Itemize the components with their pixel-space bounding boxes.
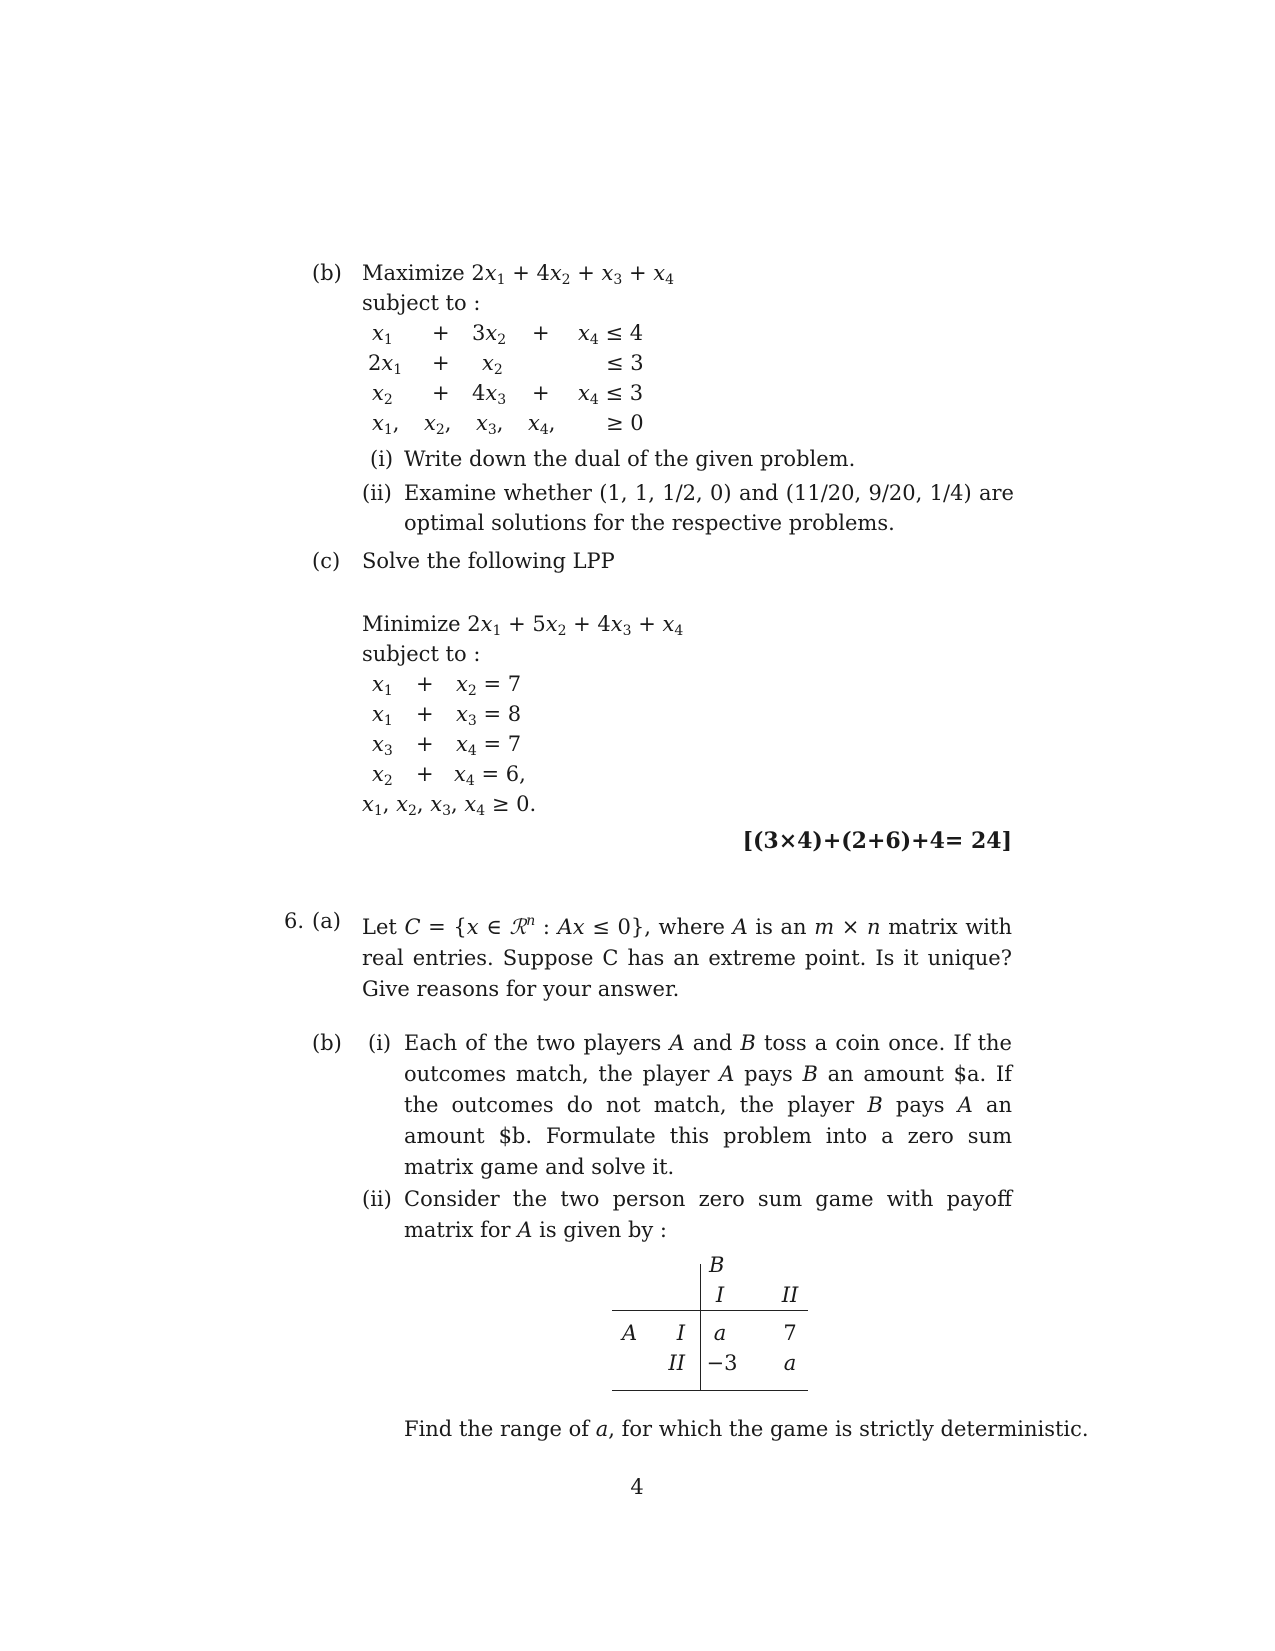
part-ii-line2: optimal solutions for the respective problems. — [404, 511, 895, 535]
maximize-word: Maximize — [362, 261, 465, 285]
row-strategy-1: I — [676, 1321, 685, 1345]
question-number: 6. — [284, 909, 305, 933]
objective-function: Minimize $2x_1 + 5x_2 + 4x_3 + x_4$ — [362, 612, 684, 639]
q6-part-a-label: (a) — [312, 909, 341, 933]
nonnegativity-row: $x_1$, $x_2$, $x_3$, $x_4$, ≥ 0 — [372, 411, 644, 438]
payoff-cell: a — [783, 1351, 797, 1375]
part-ii-label: (ii) — [362, 481, 392, 505]
constraint-row: $x_2$ + $4x_3$ + $x_4 \le 3$ — [372, 381, 644, 408]
q6-part-bi-label: (i) — [368, 1031, 392, 1055]
page-number: 4 — [630, 1475, 644, 1499]
constraint-row: $x_1$ + $x_2 = 7$ — [372, 672, 522, 699]
column-player-label: B — [709, 1253, 725, 1277]
q6-part-bii-text: Consider the two person zero sum game with payoff matrix for A is given by : — [404, 1187, 1012, 1242]
constraint-row: $x_2$ + $x_4 = 6$, — [372, 762, 526, 789]
constraint-row: $2x_1$ + $x_2$ ≤ 3 — [368, 351, 644, 378]
q6-part-b-label: (b) — [312, 1031, 342, 1055]
matrix-bottom-rule — [612, 1390, 808, 1391]
matrix-header-rule — [612, 1310, 808, 1311]
constraint-row: $x_1$ + $3x_2$ + $x_4 \le 4$ — [372, 321, 644, 348]
nonnegativity-row: $x_1$, $x_2$, $x_3$, $x_4 \ge 0$. — [362, 792, 537, 819]
subject-to: subject to : — [362, 291, 481, 315]
column-strategy-2: II — [781, 1283, 799, 1307]
q6-part-a-text: Let C = {x ∈ ℛ$^n$ : Ax ≤ 0}, where A is an m × n matrix with real entries. Suppose C has an extreme point. Is it unique? Give reasons for your answer. — [362, 913, 1012, 1001]
part-i-label: (i) — [370, 447, 394, 471]
row-player-label: A — [622, 1321, 638, 1345]
payoff-cell: a — [713, 1321, 727, 1345]
subject-to: subject to : — [362, 642, 481, 666]
row-strategy-2: II — [668, 1351, 685, 1375]
payoff-cell: −3 — [706, 1351, 738, 1375]
minimize-word: Minimize — [362, 612, 461, 636]
constraint-row: $x_3$ + $x_4 = 7$ — [372, 732, 522, 759]
part-i-text: Write down the dual of the given problem. — [404, 447, 856, 471]
objective-function: Maximize $2x_1 + 4x_2 + x_3 + x_4$ — [362, 261, 675, 288]
part-c-label: (c) — [312, 549, 341, 573]
q6-final-question: Find the range of a, for which the game is strictly deterministic. — [404, 1417, 1089, 1441]
marks-allocation: [(3×4)+(2+6)+4= 24] — [742, 828, 1012, 854]
q6-part-bi-text: Each of the two players A and B toss a coin once. If the outcomes match, the player A pays B an amount $a. If the outcomes do not match, the player B pays A an amount $b. Formulate this problem into a zero sum matrix game and solve it. — [404, 1031, 1012, 1179]
column-strategy-1: I — [715, 1283, 725, 1307]
part-c-intro: Solve the following LPP — [362, 549, 615, 573]
payoff-cell: 7 — [783, 1321, 797, 1345]
constraint-row: $x_1$ + $x_3 = 8$ — [372, 702, 522, 729]
part-ii-line1: Examine whether (1, 1, 1/2, 0) and (11/20, 9/20, 1/4) are — [404, 481, 1014, 505]
q6-part-bii-label: (ii) — [362, 1187, 392, 1211]
part-b-label: (b) — [312, 261, 342, 285]
